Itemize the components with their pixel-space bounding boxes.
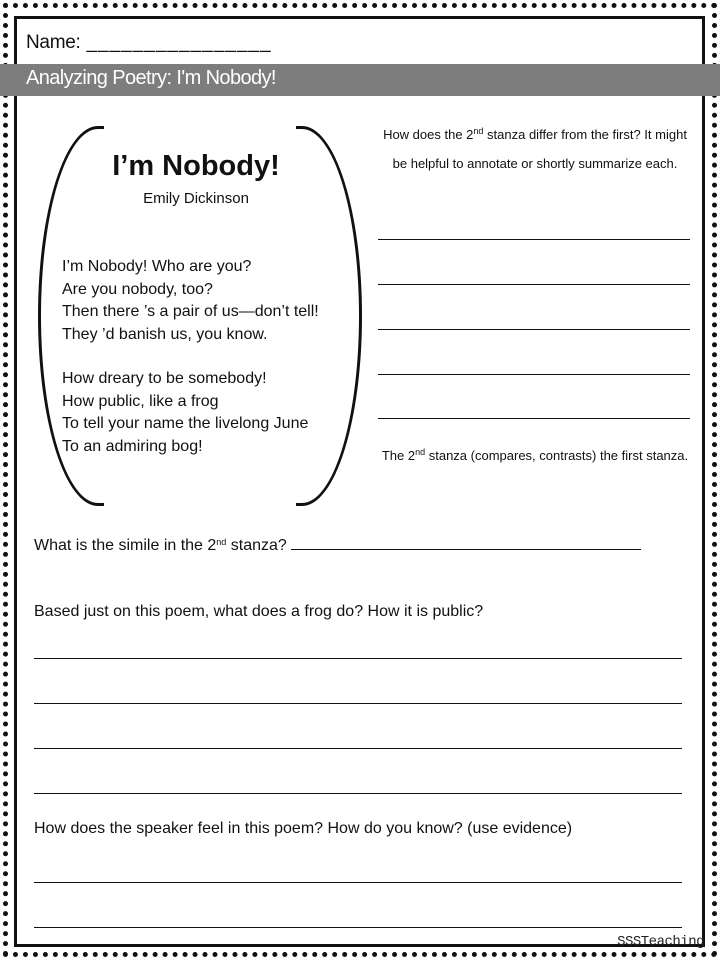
answer-line[interactable] (34, 748, 682, 749)
simile-answer-blank[interactable] (291, 535, 641, 550)
answer-line[interactable] (34, 703, 682, 704)
poem-stanza-2 (62, 368, 308, 458)
ordinal-suffix: nd (473, 126, 484, 136)
question-text: stanza? (226, 537, 287, 554)
poem-line: They ’d banish us, you know. (62, 325, 268, 343)
poem-line: Then there ’s a pair of us—don’t tell! (62, 303, 319, 321)
poem-line: Are you nobody, too? (62, 280, 213, 298)
poem-title: I’m Nobody! (112, 150, 280, 182)
poem-line: How public, like a frog (62, 392, 219, 410)
answer-line[interactable] (34, 927, 682, 928)
answer-line[interactable] (34, 658, 682, 659)
statement-text: The 2 (381, 448, 416, 463)
answer-line[interactable] (378, 374, 690, 375)
worksheet-title: Analyzing Poetry: I'm Nobody! (26, 67, 276, 89)
name-blank[interactable]: ________________ (86, 32, 272, 53)
poem-line: To an admiring bog! (62, 437, 203, 455)
compare-contrast-statement[interactable] (378, 436, 692, 476)
frog-question: Based just on this poem, what does a frog do? How it is public? (34, 603, 484, 620)
answer-line[interactable] (378, 329, 690, 330)
ordinal-suffix: nd (415, 447, 426, 457)
answer-line[interactable] (378, 239, 690, 240)
poem-line: I’m Nobody! Who are you? (62, 258, 252, 275)
simile-question (34, 535, 641, 555)
poem-author: Emily Dickinson (143, 190, 249, 207)
title-bar (0, 64, 720, 96)
statement-text: stanza (compares, contrasts) the first stanza. (425, 448, 689, 463)
question-text: How does the 2 (383, 127, 474, 142)
poem-line: To tell your name the livelong June (62, 415, 309, 433)
name-field[interactable] (26, 32, 272, 54)
answer-line[interactable] (378, 284, 690, 285)
brand-signature: SSSTeaching (617, 934, 704, 950)
stanza-difference-question (378, 120, 692, 178)
answer-line[interactable] (34, 882, 682, 883)
poem-stanza-1 (62, 256, 319, 346)
name-label: Name: (26, 32, 81, 53)
answer-line[interactable] (378, 418, 690, 419)
speaker-feeling-question: How does the speaker feel in this poem? How do you know? (use evidence) (34, 820, 573, 837)
question-text: What is the simile in the 2 (34, 537, 217, 554)
ordinal-suffix: nd (216, 537, 227, 547)
answer-line[interactable] (34, 793, 682, 794)
question-text: stanza differ from the first? It might be helpful to annotate or shortly summarize each. (392, 127, 687, 171)
poem-line: How dreary to be somebody! (62, 370, 267, 387)
